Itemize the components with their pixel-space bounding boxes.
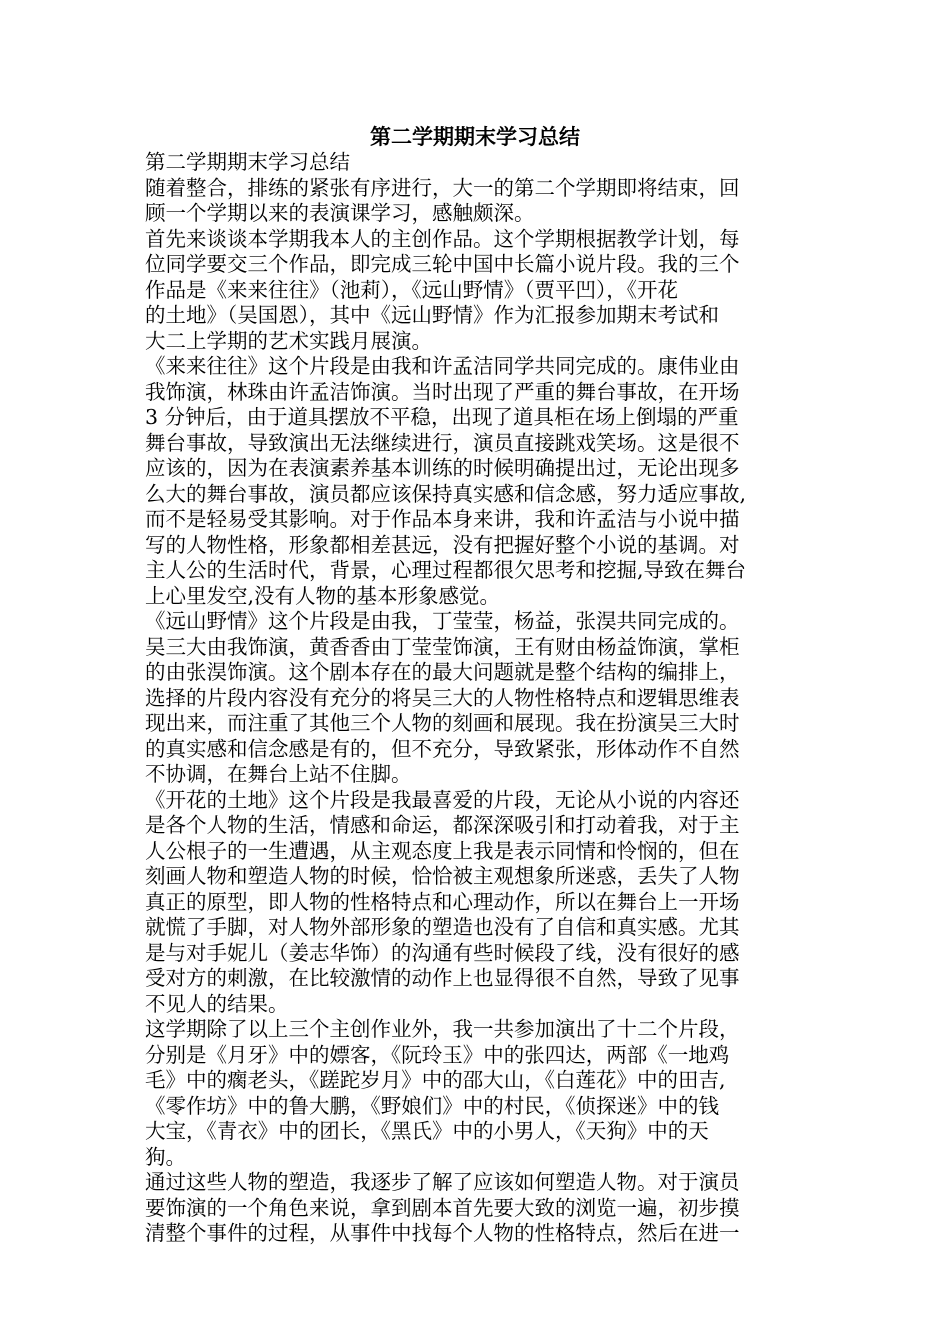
body-line: 随着整合，排练的紧张有序进行，大一的第二个学期即将结束，回 [145,175,740,200]
body-line: 《远山野情》这个片段是由我，丁莹莹，杨益，张淏共同完成的。 [145,609,740,633]
body-line: 《来来往往》这个片段是由我和许孟洁同学共同完成的。康伟业由 [145,354,740,378]
body-line: 要饰演的一个角色来说，拿到剧本首先要大致的浏览一遍，初步摸 [145,1195,740,1220]
body-line: 是与对手妮儿（姜志华饰）的沟通有些时候段了线，没有很好的感 [145,940,740,965]
body-line: 毛》中的瘸老头，《蹉跎岁月》中的邵大山，《白莲花》中的田吉, [145,1068,726,1092]
body-line: 3 分钟后，由于道具摆放不平稳，出现了道具柜在场上倒塌的严重 [145,405,739,429]
body-line: 上心里发空,没有人物的基本形象感觉。 [145,583,501,608]
body-line: 这学期除了以上三个主创作业外，我一共参加演出了十二个片段， [145,1017,740,1041]
body-line: 《开花的土地》这个片段是我最喜爱的片段，无论从小说的内容还 [145,787,740,812]
body-line: 不见人的结果。 [145,991,289,1016]
body-line: 人公根子的一生遭遇，从主观态度上我是表示同情和怜悯的，但在 [145,838,740,863]
body-line: 应该的，因为在表演素养基本训练的时候明确提出过，无论出现多 [145,456,740,480]
body-line: 作品是《来来往往》（池莉），《远山野情》（贾平凹），《开花 [145,277,678,302]
body-line: 真正的原型，即人物的性格特点和心理动作，所以在舞台上一开场 [145,889,740,914]
body-line: 主人公的生活时代，背景，心理过程都很欠思考和挖掘,导致在舞台 [145,558,747,582]
body-line: 顾一个学期以来的表演课学习，感触颇深。 [145,201,535,225]
body-line: 舞台事故，导致演出无法继续进行，演员直接跳戏笑场。这是很不 [145,430,740,455]
body-line: 而不是轻易受其影响。对于作品本身来讲，我和许孟洁与小说中描 [145,507,740,531]
body-line: 分别是《月牙》中的嫖客，《阮玲玉》中的张四达，两部《一地鸡 [145,1042,730,1067]
body-line: 的由张淏饰演。这个剧本存在的最大问题就是整个结构的编排上， [145,660,740,684]
body-line: 受对方的刺激，在比较激情的动作上也显得很不自然，导致了见事 [145,966,740,990]
body-line: 《零作坊》中的鲁大鹏，《野娘们》中的村民，《侦探迷》中的钱 [145,1093,719,1118]
body-line: 大二上学期的艺术实践月展演。 [145,328,432,353]
body-line: 位同学要交三个作品，即完成三轮中国中长篇小说片段。我的三个 [145,252,740,276]
body-line: 的土地》（吴国恩），其中《远山野情》作为汇报参加期末考试和 [145,303,719,327]
document-body [145,150,805,1247]
body-line: 么大的舞台事故，演员都应该保持真实感和信念感，努力适应事故, [145,481,747,506]
body-line: 大宝，《青衣》中的团长，《黑氏》中的小男人，《天狗》中的天 [145,1119,709,1143]
body-line: 选择的片段内容没有充分的将吴三大的人物性格特点和逻辑思维表 [145,685,740,710]
body-line: 不协调，在舞台上站不住脚。 [145,762,412,786]
body-line: 第二学期期末学习总结 [145,150,350,174]
body-line: 清整个事件的过程，从事件中找每个人物的性格特点，然后在进一 [145,1221,740,1245]
body-line: 写的人物性格，形象都相差甚远，没有把握好整个小说的基调。对 [145,532,740,557]
body-line: 的真实感和信念感是有的，但不充分，导致紧张，形体动作不自然 [145,736,740,761]
body-line: 我饰演，林珠由许孟洁饰演。当时出现了严重的舞台事故，在开场 [145,379,740,404]
body-line: 就慌了手脚，对人物外部形象的塑造也没有了自信和真实感。尤其 [145,915,740,939]
document-title: 第二学期期末学习总结 [370,124,580,149]
body-line: 狗。 [145,1144,186,1169]
body-line: 通过这些人物的塑造，我逐步了解了应该如何塑造人物。对于演员 [145,1170,740,1194]
body-line: 吴三大由我饰演，黄香香由丁莹莹饰演，王有财由杨益饰演，掌柜 [145,634,740,659]
body-line: 是各个人物的生活，情感和命运，都深深吸引和打动着我，对于主 [145,813,740,837]
body-line: 首先来谈谈本学期我本人的主创作品。这个学期根据教学计划，每 [145,226,740,251]
body-line: 刻画人物和塑造人物的时候，恰恰被主观想象所迷惑，丢失了人物 [145,864,740,888]
body-line: 现出来，而注重了其他三个人物的刻画和展现。我在扮演吴三大时 [145,711,740,735]
